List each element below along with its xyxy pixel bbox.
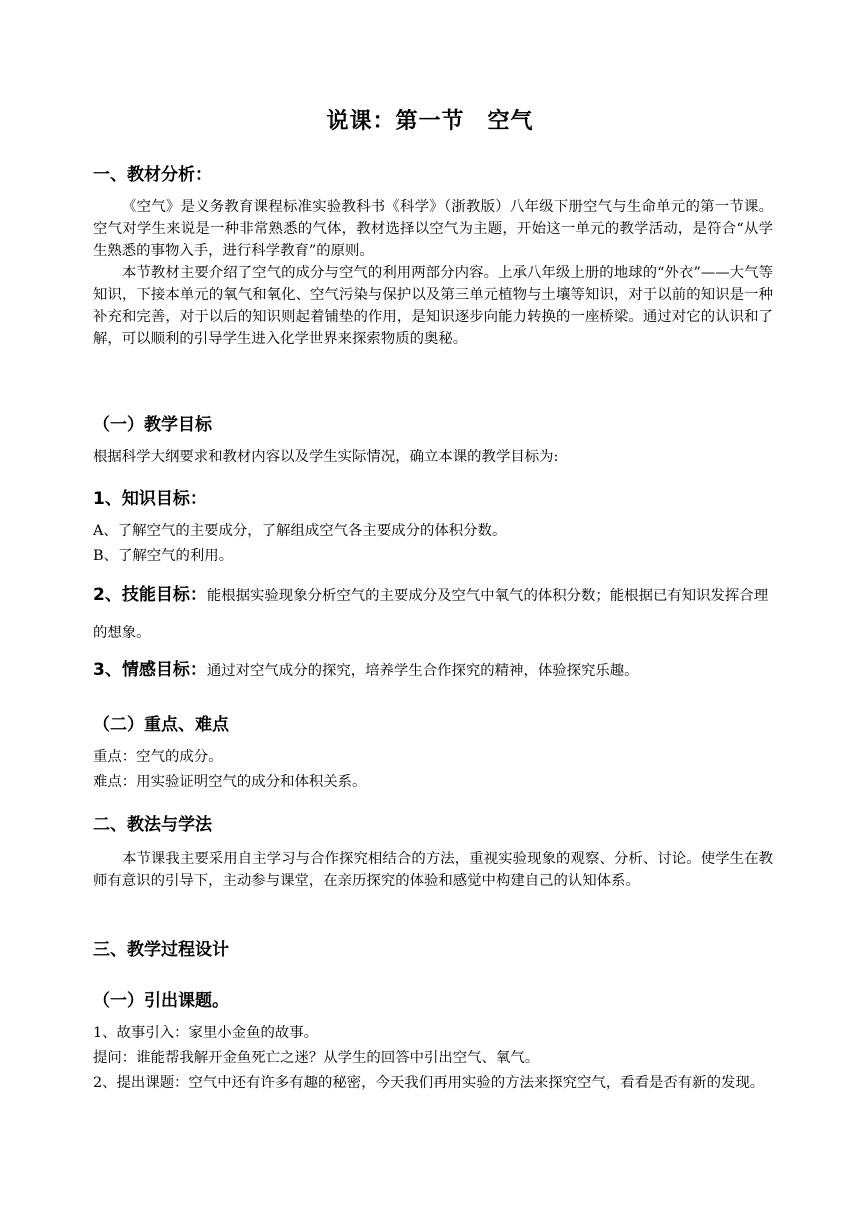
page-title: 说课：第一节 空气 — [326, 109, 534, 134]
section-heading-methods: 二、教法与学法 — [93, 815, 212, 835]
key-point-text: 重点：空气的成分。 — [93, 749, 223, 765]
section-heading-textbook-analysis: 一、教材分析： — [93, 165, 212, 185]
subsection-heading-key-points: （二）重点、难点 — [93, 715, 229, 735]
knowledge-goal-b: B、了解空气的利用。 — [93, 548, 234, 564]
step-question: 提问：谁能帮我解开金鱼死亡之迷？从学生的回答中引出空气、氧气。 — [93, 1050, 540, 1066]
emotion-goal-label: 3、情感目标： — [93, 660, 207, 680]
skill-goal-paragraph — [93, 577, 773, 652]
goals-intro-text: 根据科学大纲要求和教材内容以及学生实际情况，确立本课的教学目标为: — [93, 449, 559, 465]
skill-goal-label: 2、技能目标： — [93, 585, 207, 605]
difficulty-text: 难点：用实验证明空气的成分和体积关系。 — [93, 774, 367, 790]
paragraph-textbook-intro: 《空气》是义务教育课程标准实验教科书《科学》（浙教版）八年级下册空气与生命单元的第一节课。空气对学生来说是一种非常熟悉的气体，教材选择以空气为主题，开始这一单元的教学活动，是符合“从学生熟悉的事物入手，进行科学教育”的原则。 — [93, 199, 773, 259]
knowledge-goal-a: A、了解空气的主要成分，了解组成空气各主要成分的体积分数。 — [93, 523, 507, 539]
emotion-goal-text: 通过对空气成分的探究，培养学生合作探究的精神，体验探究乐趣。 — [206, 663, 639, 679]
emotion-goal-paragraph — [93, 652, 773, 690]
subsection-heading-introduce-topic: （一）引出课题。 — [93, 991, 229, 1011]
step-topic-proposal: 2、提出课题：空气中还有许多有趣的秘密，今天我们再用实验的方法来探究空气，看看是否有新的发现。 — [93, 1075, 765, 1091]
paragraph-textbook-content: 本节教材主要介绍了空气的成分与空气的利用两部分内容。上承八年级上册的地球的“外衣”——大气等知识，下接本单元的氧气和氧化、空气污染与保护以及第三单元植物与土壤等知识，对于以前的知识是一种补充和完善，对于以后的知识则起着铺垫的作用，是知识逐步向能力转换的一座桥梁。通过对它的认识和了解，可以顺利的引导学生进入化学世界来探索物质的奥秘。 — [93, 265, 773, 347]
skill-goal-text: 能根据实验现象分析空气的主要成分及空气中氧气的体积分数；能根据已有知识发挥合理的想象。 — [93, 588, 769, 641]
step-story-intro: 1、故事引入：家里小金鱼的故事。 — [93, 1025, 319, 1041]
paragraph-methods: 本节课我主要采用自主学习与合作探究相结合的方法，重视实验现象的观察、分析、讨论。使学生在教师有意识的引导下，主动参与课堂，在亲历探究的体验和感觉中构建自己的认知体系。 — [93, 851, 773, 889]
knowledge-goal-heading: 1、知识目标： — [93, 489, 207, 509]
subsection-heading-teaching-goals: （一）教学目标 — [93, 415, 212, 435]
section-heading-process: 三、教学过程设计 — [93, 940, 229, 960]
